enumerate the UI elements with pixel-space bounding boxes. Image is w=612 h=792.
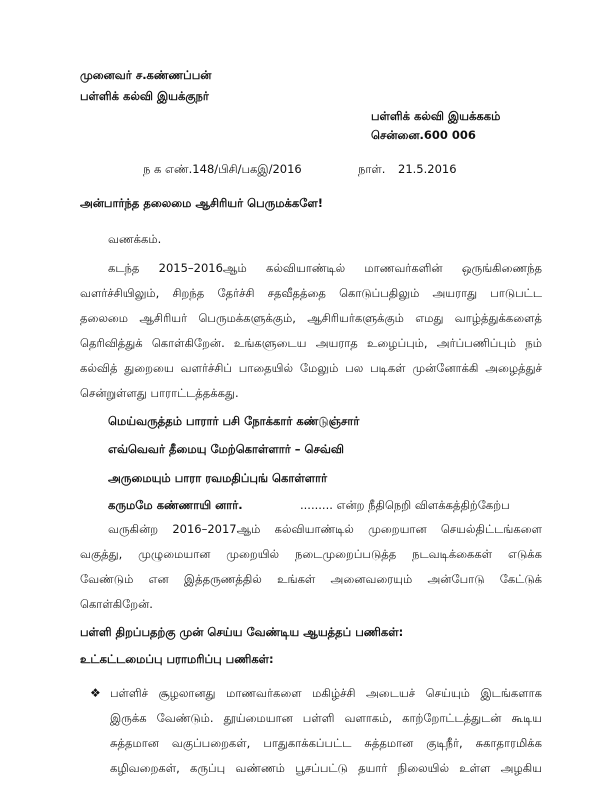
paragraph1-line: தலைமை ஆசிரியர் பெருமக்களுக்கும், ஆசிரியர்களுக்கும் எமது வாழ்த்துக்களைத்	[80, 311, 542, 325]
verse-line: எவ்வெவர் தீமையு மேற்கொள்ளார் – செவ்வி	[108, 442, 344, 456]
paragraph1-line: கல்வித் துறையை வளர்ச்சிப் பாதையில் மேலும் பல படிகள் முன்னோக்கி அழைத்துச்	[80, 361, 542, 375]
date-label: நாள்.	[358, 162, 386, 176]
paragraph1-line: வளர்ச்சியிலும், சிறந்த தேர்ச்சி சதவீதத்தை கொடுப்பதிலும் அயராது பாடுபட்ட	[80, 286, 542, 300]
sender-name: முனைவர் ச.கண்ணப்பன்	[80, 68, 212, 82]
verse-line: மெய்வருத்தம் பாரார் பசி நோக்கார் கண்டுஞ்சார்	[108, 414, 360, 428]
verse-suffix: ......... என்ற நீதிநெறி விளக்கத்திற்கேற்ப	[300, 498, 510, 512]
bullet-diamond-icon: ❖	[90, 686, 101, 700]
paragraph1-line: கடந்த 2015–2016ஆம் கல்வியாண்டில் மாணவர்களின் ஒருங்கிணைந்த	[108, 261, 542, 275]
paragraph2-line: வருகின்ற 2016–2017ஆம் கல்வியாண்டில் முறையான செயல்திட்டங்களை	[108, 522, 542, 536]
section-heading: பள்ளி திறப்பதற்கு முன் செய்ய வேண்டிய ஆயத்தப் பணிகள்:	[80, 625, 404, 639]
verse-line: அருமையும் பாரா ரவமதிப்புங் கொள்ளார்	[108, 471, 328, 485]
office-name: பள்ளிக் கல்வி இயக்ககம்	[371, 109, 501, 123]
bullet-line: கழிவறைகள், கருப்பு வண்ணம் பூசப்பட்டு தயார் நிலையில் உள்ள அழகிய	[110, 761, 542, 775]
reference-number: ந க எண்.148/பிசி/பகஇ/2016	[143, 162, 302, 176]
paragraph1-line: சென்றுள்ளது பாராட்டத்தக்கது.	[80, 386, 239, 400]
paragraph1-line: தெரிவித்துக் கொள்கிறேன். உங்களுடைய அயராத உழைப்பும், அர்ப்பணிப்பும் நம்	[80, 336, 542, 350]
office-city: சென்னை.600 006	[371, 128, 476, 142]
bullet-line: பள்ளிச் சூழலானது மாணவர்களை மகிழ்ச்சி அடையச் செய்யும் இடங்களாக	[110, 686, 542, 700]
bullet-line: சுத்தமான வகுப்பறைகள், பாதுகாக்கப்பட்ட சுத்தமான குடிநீர், சுகாதாரமிக்க	[110, 736, 542, 750]
subsection-heading: உட்கட்டமைப்பு பராமரிப்பு பணிகள்:	[80, 652, 274, 666]
greeting: வணக்கம்.	[108, 232, 162, 246]
verse-line: கருமமே கண்ணாயி னார்.	[108, 498, 243, 512]
sender-designation: பள்ளிக் கல்வி இயக்குநர்	[80, 89, 209, 103]
paragraph2-line: வேண்டும் என இத்தருணத்தில் உங்கள் அனைவரையும் அன்போடு கேட்டுக்	[80, 572, 542, 586]
paragraph2-line: கொள்கிறேன்.	[80, 597, 153, 611]
paragraph2-line: வகுத்து, முழுமையான முறையில் நடைமுறைப்படுத்த நடவடிக்கைகள் எடுக்க	[80, 547, 542, 561]
bullet-line: இருக்க வேண்டும். தூய்மையான பள்ளி வளாகம், காற்றோட்டத்துடன் கூடிய	[110, 711, 542, 725]
reference-date: 21.5.2016	[398, 162, 457, 176]
salutation: அன்பார்ந்த தலைமை ஆசிரியர் பெருமக்களே!	[80, 196, 324, 210]
